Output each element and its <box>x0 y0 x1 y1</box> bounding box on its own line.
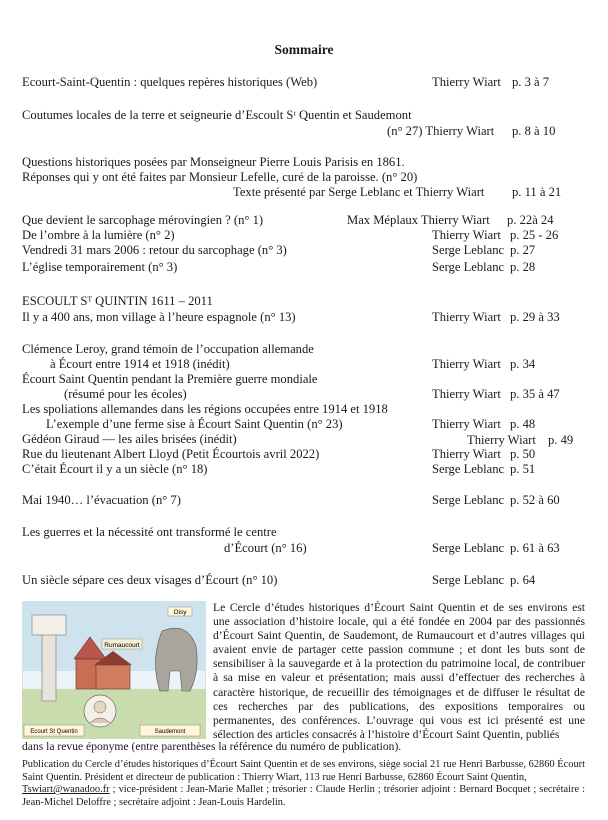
toc-entry-author: Serge Leblanc <box>432 541 505 555</box>
toc-entry-pages: p. 48 <box>510 417 536 431</box>
toc-entry-pages: p. 50 <box>510 447 536 461</box>
toc-entry-author: Serge Leblanc <box>432 260 505 274</box>
toc-entry-title-continued: d’Écourt (n° 16) <box>224 541 307 555</box>
toc-entry-title: Mai 1940… l’évacuation (n° 7) <box>22 493 181 507</box>
toc-entry-title: Les guerres et la nécessité ont transformé le centre <box>22 525 277 539</box>
toc-entry-title-continued: Réponses qui y ont été faites par Monsieur Lefelle, curé de la paroisse. (n° 20) <box>22 170 418 184</box>
toc-entry-author: Thierry Wiart <box>467 433 536 447</box>
toc-entry-pages: p. 51 <box>510 462 536 476</box>
toc-entry-title-continued: à Écourt entre 1914 et 1918 (inédit) <box>50 357 230 371</box>
toc-entry-title: Écourt Saint Quentin pendant la Première guerre mondiale <box>22 372 318 386</box>
toc-entry-pages: p. 27 <box>510 243 536 257</box>
publication-info <box>22 759 585 809</box>
toc-entry-author: Thierry Wiart <box>432 447 501 461</box>
toc-entry-title-continued: L’exemple d’une ferme sise à Écourt Saint Quentin (n° 23) <box>46 417 343 431</box>
toc-entry-author: Serge Leblanc <box>432 462 505 476</box>
toc-entry-title: Rue du lieutenant Albert Lloyd (Petit Écourtois avril 2022) <box>22 447 320 461</box>
page-title: Sommaire <box>274 42 334 57</box>
toc-entry-author: Thierry Wiart <box>432 387 501 401</box>
toc-entry-title: Ecourt-Saint-Quentin : quelques repères historiques (Web) <box>22 75 318 89</box>
label-ecourt: Ecourt St Quentin <box>30 729 78 735</box>
toc-entry-author: Serge Leblanc <box>432 493 505 507</box>
toc-entry-title-continued: (résumé pour les écoles) <box>64 387 187 401</box>
toc-entry-pages: p. 52 à 60 <box>510 493 560 507</box>
toc-entry-pages: p. 8 à 10 <box>512 124 556 138</box>
toc-entry-title: Il y a 400 ans, mon village à l’heure espagnole (n° 13) <box>22 310 296 324</box>
toc-entry-title: Clémence Leroy, grand témoin de l’occupation allemande <box>22 342 314 356</box>
toc-entry-author: Thierry Wiart <box>432 228 501 242</box>
association-description-end: dans la revue éponyme (entre parenthèses la référence du numéro de publication). <box>22 740 402 753</box>
publication-text-end: ; vice-président : Jean-Marie Mallet ; trésorier : Claude Herlin ; trésorier adjoint : Bernard Bocquet ; secrétaire : Jean-Michel Deloffre ; secrétaire adjoint : Jean-Louis Hardelin. <box>22 784 585 808</box>
toc-entry-author: Thierry Wiart <box>432 357 501 371</box>
toc-entry-title: L’église temporairement (n° 3) <box>22 260 178 274</box>
association-description: Le Cercle d’études historiques d’Écourt Saint Quentin et de ses environs est une association d’histoire locale, qui a été fondée en 2004 par des passionnés d’Écourt Saint Quentin, de Saudemont, de Rumaucourt et d’autres villages qui avaient envie de partager cette passion commune ; et dont les buts sont de sensibiliser à la sauvegarde et à la protection du patrimoine local, de contribuer à sa mise en valeur et présentation; mais aussi d’effectuer des recherches à caractère historique, de recueillir des témoignages et de diffuser le résultat de ces recherches par des publications, des expositions temporaires ou permanentes, des conférences. L’ouvrage qui vous est ici présenté est une sélection des articles consacrés à l’histoire d’Écourt Saint Quentin, publiés <box>213 601 585 741</box>
label-oisy: Oisy <box>173 609 187 616</box>
toc-section-heading: ESCOULT Sᵀ QUINTIN 1611 – 2011 <box>22 294 213 308</box>
label-saudemont: Saudemont <box>154 729 186 735</box>
toc-entry-pages: p. 22à 24 <box>507 213 554 227</box>
toc-entry-pages: p. 35 à 47 <box>510 387 560 401</box>
publication-text: Publication du Cercle d’études historiques d’Écourt Saint Quentin et de ses environs, siège social 21 rue Henri Barbusse, 62860 Écourt Saint Quentin. Président et directeur de publication : Thierry Wiart, 113 rue Henri Barbusse, 62860 Écourt Saint Quentin, <box>22 759 585 783</box>
toc-entry-title: Un siècle sépare ces deux visages d’Écourt (n° 10) <box>22 573 278 587</box>
village-illustration <box>22 601 206 739</box>
toc-entry-pages: p. 29 à 33 <box>510 310 560 324</box>
toc-entry-author: Serge Leblanc <box>432 573 505 587</box>
toc-entry-pages: p. 11 à 21 <box>512 185 562 199</box>
contact-email-link[interactable]: Tswiart@wanadoo.fr <box>22 784 110 796</box>
toc-entry-title: Les spoliations allemandes dans les régions occupées entre 1914 et 1918 <box>22 402 388 416</box>
toc-entry-title: Vendredi 31 mars 2006 : retour du sarcophage (n° 3) <box>22 243 287 257</box>
toc-entry-author: Max Méplaux Thierry Wiart <box>347 213 490 227</box>
toc-entry-pages: p. 34 <box>510 357 536 371</box>
toc-entry-pages: p. 28 <box>510 260 536 274</box>
label-rumaucourt: Rumaucourt <box>104 642 140 649</box>
toc-entry-title: Gédéon Giraud — les ailes brisées (inédit) <box>22 432 237 446</box>
toc-entry-title: Que devient le sarcophage mérovingien ? (n° 1) <box>22 213 264 227</box>
toc-entry-pages: p. 64 <box>510 573 536 587</box>
toc-entry-author: Thierry Wiart <box>432 75 501 89</box>
toc-entry-title: Coutumes locales de la terre et seigneurie d’Escoult Sᵗ Quentin et Saudemont <box>22 108 412 122</box>
toc-entry-author: (n° 27) Thierry Wiart <box>387 124 495 138</box>
toc-entry-pages: p. 3 à 7 <box>512 75 550 89</box>
toc-entry-pages: p. 61 à 63 <box>510 541 560 555</box>
toc-entry-title: De l’ombre à la lumière (n° 2) <box>22 228 175 242</box>
toc-entry-author: Thierry Wiart <box>432 417 501 431</box>
toc-entry-pages: p. 49 <box>548 433 574 447</box>
toc-entry-title: C’était Écourt il y a un siècle (n° 18) <box>22 462 208 476</box>
toc-entry-author: Serge Leblanc <box>432 243 505 257</box>
toc-entry-pages: p. 25 - 26 <box>510 228 559 242</box>
toc-entry-title: Questions historiques posées par Monseigneur Pierre Louis Parisis en 1861. <box>22 155 405 169</box>
toc-entry-author: Thierry Wiart <box>432 310 501 324</box>
toc-entry-author: Texte présenté par Serge Leblanc et Thierry Wiart <box>233 185 485 199</box>
